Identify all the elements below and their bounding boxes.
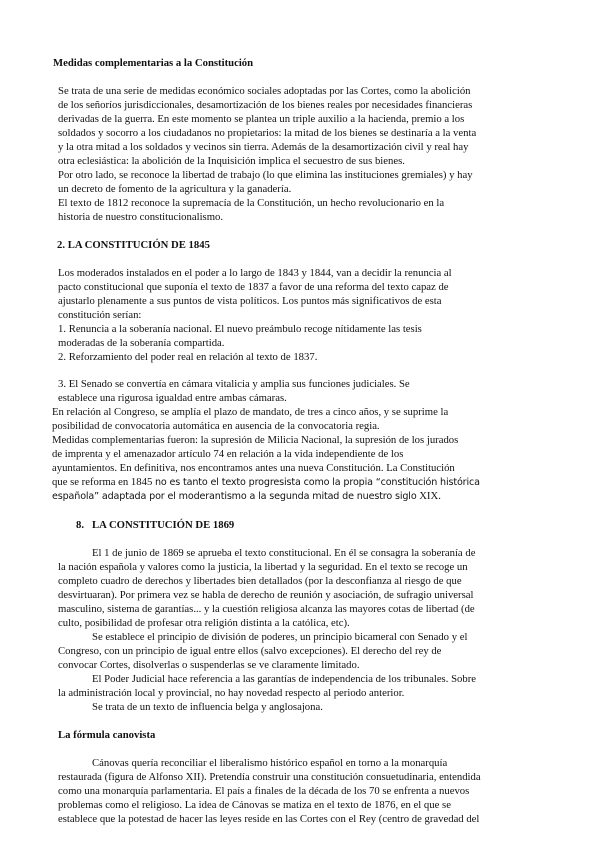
paragraph-line: culto, posibilidad de profesar otra religión distinta a la católica, etc). [58,617,350,629]
text-serif: que se reforma en 1845 [52,476,153,488]
list-item-1-cont: moderadas de la soberanía compartida. [58,337,225,349]
paragraph-line: El 1 de junio de 1869 se aprueba el texto constitucional. En él se consagra la soberanía de [92,547,476,559]
paragraph-line: problemas como el religioso. La idea de Cánovas se matiza en el texto de 1876, en el que se [58,799,451,811]
list-item-3: 3. El Senado se convertía en cámara vitalicia y amplia sus funciones judiciales. Se [58,378,410,390]
paragraph-line: establece que la potestad de hacer las leyes reside en las Cortes con el Rey (centro de gravedad del [58,813,480,825]
paragraph-line: El texto de 1812 reconoce la supremacía de la Constitución, un hecho revolucionario en la [58,197,445,209]
paragraph-line: ajustarlo plenamente a sus puntos de vista políticos. Los puntos más significativos de esta [58,295,442,307]
section-heading-medidas: Medidas complementarias a la Constitución [53,57,254,69]
paragraph-line: otra eclesiástica: la abolición de la Inquisición implica el secuestro de sus bienes. [58,155,405,167]
paragraph-line: constitución serían: [58,309,142,321]
paragraph-line: masculino, sistema de garantías... y la cuestión religiosa alcanza las mayores cotas de libertad (de [58,603,475,615]
paragraph-line: Por otro lado, se reconoce la libertad de trabajo (lo que elimina las instituciones gremiales) y hay [58,169,473,181]
section-heading-canovista: La fórmula canovista [58,729,156,741]
paragraph-line-mixed [52,475,480,490]
paragraph-line: restaurada (figura de Alfonso XII). Pretendía construir una constitución consuetudinaria, entendida [58,771,481,783]
paragraph-line: derivadas de la guerra. En este momento se plantea un triple auxilio a la hacienda, premio a los [58,113,465,125]
paragraph-line: completo cuadro de derechos y libertades bien detallados (por la desconfianza al riesgo de que [58,575,462,587]
paragraph-line: desvirtuaran). Por primera vez se habla de derecho de reunión y asociación, de sufragio universal [58,589,474,601]
paragraph-line: Se trata de un texto de influencia belga y anglosajona. [92,701,323,713]
paragraph-line: pacto constitucional que suponía el texto de 1837 a favor de una reforma del texto capaz de [58,281,449,293]
paragraph-line: En relación al Congreso, se amplía el plazo de mandato, de tres a cinco años, y se suprime la [52,406,449,418]
paragraph-line: Medidas complementarias fueron: la supresión de Milicia Nacional, la supresión de los jurados [52,434,459,446]
list-item-1: 1. Renuncia a la soberanía nacional. El nuevo preámbulo recoge nítidamente las tesis [58,323,422,335]
paragraph-line: convocar Cortes, disolverlas o suspenderlas se ve claramente limitado. [58,659,360,671]
paragraph-line: y la otra mitad a los soldados y vecinos sin tierra. Además de la desamortización civil y real hay [58,141,469,153]
paragraph-line: El Poder Judicial hace referencia a las garantías de independencia de los tribunales. Sobre [92,673,476,685]
paragraph-line: Se establece el principio de división de poderes, un principio bicameral con Senado y el [92,631,468,643]
section-heading-1845: 2. LA CONSTITUCIÓN DE 1845 [57,239,210,251]
section-heading-1869: 8. LA CONSTITUCIÓN DE 1869 [76,519,235,531]
paragraph-line: historia de nuestro constitucionalismo. [58,211,224,223]
paragraph-line-mixed [52,489,441,504]
paragraph-line: como una monarquía parlamentaria. El país a finales de la década de los 70 se enfrenta a nuevos [58,785,470,797]
paragraph-line: la administración local y provincial, no hay novedad respecto al periodo anterior. [58,687,405,699]
paragraph-line: de los señoríos jurisdiccionales, desamortización de los bienes reales por necesidades financieras [58,99,473,111]
paragraph-line: ayuntamientos. En definitiva, nos encontramos antes una nueva Constitución. La Constitución [52,462,455,474]
paragraph-line: Cánovas quería reconciliar el liberalismo histórico español en torno a la monarquía [92,757,448,769]
paragraph-line: Los moderados instalados en el poder a lo largo de 1843 y 1844, van a decidir la renuncia al [58,267,452,279]
list-item-3-cont: establece una rigurosa igualdad entre ambas cámaras. [58,392,287,404]
text-serif: XIX. [419,490,441,502]
paragraph-line: un decreto de fomento de la agricultura y la ganadería. [58,183,292,195]
text-sans-insert: española” adaptada por el moderantismo a la segunda mitad de nuestro siglo [52,491,417,502]
paragraph-line: Se trata de una serie de medidas económico sociales adoptadas por las Cortes, como la abolición [58,85,471,97]
paragraph-line: Congreso, con un principio de igual entre ellos (salvo excepciones). El derecho del rey de [58,645,442,657]
text-sans-insert: no es tanto el texto progresista como la propia “constitución histórica [154,477,480,488]
list-item-2: 2. Reforzamiento del poder real en relación al texto de 1837. [58,351,318,363]
paragraph-line: posibilidad de convocatoria automática en ausencia de la convocatoria regia. [52,420,380,432]
paragraph-line: de imprenta y el amenazador artículo 74 en relación a la vida independiente de los [52,448,404,460]
paragraph-line: soldados y socorro a los ciudadanos no propietarios: la mitad de los bienes se destinaría a la venta [58,127,477,139]
paragraph-line: la nación española y valores como la justicia, la libertad y la seguridad. En el texto se recoge un [58,561,468,573]
